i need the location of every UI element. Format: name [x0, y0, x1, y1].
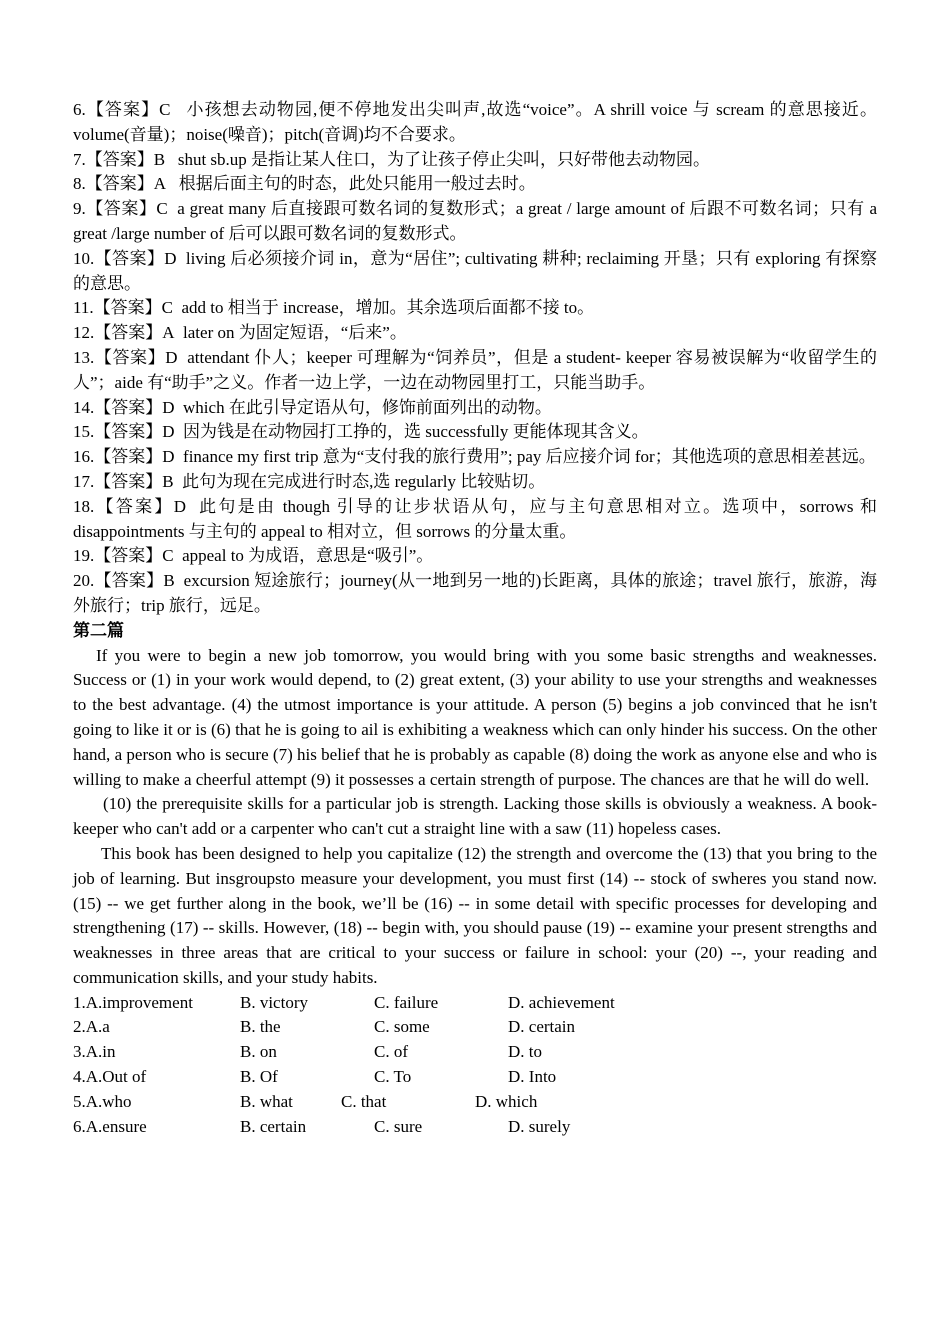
options-list	[73, 991, 877, 1140]
answer-item-20: 20.【答案】B excursion 短途旅行；journey(从一地到另一地的)长距离，具体的旅途；travel 旅行，旅游，海外旅行；trip 旅行，远足。	[73, 571, 878, 615]
option-b: B. certain	[240, 1116, 307, 1136]
option-a: 4.A.Out of	[73, 1067, 147, 1087]
option-row-3	[73, 1040, 877, 1065]
answer-item-6: 6.【答案】C 小孩想去动物园,便不停地发出尖叫声,故选“voice”。A shrill voice 与 scream 的意思接近。volume(音量)；noise(噪音)；pitch(音调)均不合要求。	[73, 100, 878, 144]
option-c: C. failure	[374, 992, 439, 1012]
option-b: B. on	[240, 1042, 277, 1062]
option-d: D. to	[508, 1042, 542, 1062]
option-b: B. the	[240, 1017, 281, 1037]
option-c: C. some	[374, 1017, 430, 1037]
answer-item-14: 14.【答案】D which 在此引导定语从句，修饰前面列出的动物。	[73, 397, 552, 417]
option-row-4	[73, 1065, 877, 1090]
option-c: C. of	[374, 1042, 408, 1062]
option-c: C. that	[341, 1091, 387, 1111]
option-d: D. Into	[508, 1067, 557, 1087]
section-heading: 第二篇	[73, 620, 124, 640]
answer-item-13: 13.【答案】D attendant 仆人；keeper 可理解为“饲养员”，但是 a student- keeper 容易被误解为“收留学生的人”；aide 有“助手”之义。作者一边上学，一边在动物园里打工，只能当助手。	[73, 347, 878, 392]
passage-paragraph-2: (10) the prerequisite skills for a particular job is strength. Lacking those skills is obviously a weakness. A book-keeper who can't add or a carpenter who can't cut a straight line with a saw (11) hopeless cases.	[73, 794, 877, 839]
option-a: 5.A.who	[73, 1091, 132, 1111]
option-c: C. To	[374, 1067, 412, 1087]
passage-paragraph-3: This book has been designed to help you capitalize (12) the strength and overcome the (13) that you bring to the job of learning. But insgroupsto measure your development, you must first (14) -- stock of swheres you stand now. (15) -- we get further along in the book, we’ll be (16) -- in some detail with specific processes for developing and strengthening (17) -- skills. However, (18) -- begin with, you should pause (19) -- examine your present strengths and weaknesses in three areas that are critical to your success or failure in school: your (20) --, your reading and communication skills, and your study habits.	[73, 843, 877, 987]
option-d: D. which	[475, 1091, 538, 1111]
passage-paragraph-1: If you were to begin a new job tomorrow, you would bring with you some basic strengths and weaknesses. Success or (1) in your work would depend, to (2) great extent, (3) your ability to use your strengths and weaknesses to the best advantage. (4) the utmost importance is your attitude. A person (5) begins a job convinced that he isn't going to like it or is (6) that he is going to ail is exhibiting a weakness which can only hinder his success. On the other hand, a person who is secure (7) his belief that he is probably as capable (8) doing the work as anyone else and who is willing to make a cheerful attempt (9) it possesses a certain strength of purpose. The chances are that he will do well.	[73, 645, 877, 789]
option-row-5	[73, 1090, 877, 1115]
answer-item-16: 16.【答案】D finance my first trip 意为“支付我的旅行费用”; pay 后应接介词 for；其他选项的意思相差甚远。	[73, 447, 876, 467]
option-a: 3.A.in	[73, 1042, 116, 1062]
option-row-2	[73, 1015, 877, 1040]
option-c: C. sure	[374, 1116, 423, 1136]
answer-item-9: 9.【答案】C a great many 后直接跟可数名词的复数形式；a great / large amount of 后跟不可数名词；只有 a great /large number of 后可以跟可数名词的复数形式。	[73, 199, 878, 243]
option-a: 6.A.ensure	[73, 1116, 147, 1136]
option-a: 2.A.a	[73, 1017, 110, 1037]
answer-item-11: 11.【答案】C add to 相当于 increase，增加。其余选项后面都不接 to。	[73, 298, 595, 318]
answer-item-7: 7.【答案】B shut sb.up 是指让某人住口，为了让孩子停止尖叫，只好带他去动物园。	[73, 149, 711, 169]
option-b: B. victory	[240, 992, 308, 1012]
option-d: D. surely	[508, 1116, 571, 1136]
answer-item-19: 19.【答案】C appeal to 为成语，意思是“吸引”。	[73, 546, 434, 566]
option-d: D. certain	[508, 1017, 576, 1037]
answer-item-18: 18.【答案】D 此句是由 though 引导的让步状语从句，应与主句意思相对立。选项中，sorrows 和 disappointments 与主句的 appeal to 相对立，但 sorrows 的分量太重。	[73, 496, 877, 541]
answer-item-17: 17.【答案】B 此句为现在完成进行时态,选 regularly 比较贴切。	[73, 471, 546, 491]
answer-item-8: 8.【答案】A 根据后面主句的时态，此处只能用一般过去时。	[73, 174, 536, 194]
answer-item-10: 10.【答案】D living 后必须接介词 in，意为“居住”; cultivating 耕种; reclaiming 开垦；只有 exploring 有探察的意思。	[73, 248, 878, 293]
option-b: B. what	[240, 1091, 293, 1111]
option-b: B. Of	[240, 1067, 278, 1087]
answer-item-12: 12.【答案】A later on 为固定短语，“后来”。	[73, 323, 407, 343]
option-d: D. achievement	[508, 992, 615, 1012]
document-page	[73, 98, 877, 1139]
option-row-1	[73, 991, 877, 1016]
option-row-6	[73, 1115, 877, 1140]
option-a: 1.A.improvement	[73, 992, 193, 1012]
answer-item-15: 15.【答案】D 因为钱是在动物园打工挣的，选 successfully 更能体现其含义。	[73, 422, 649, 442]
